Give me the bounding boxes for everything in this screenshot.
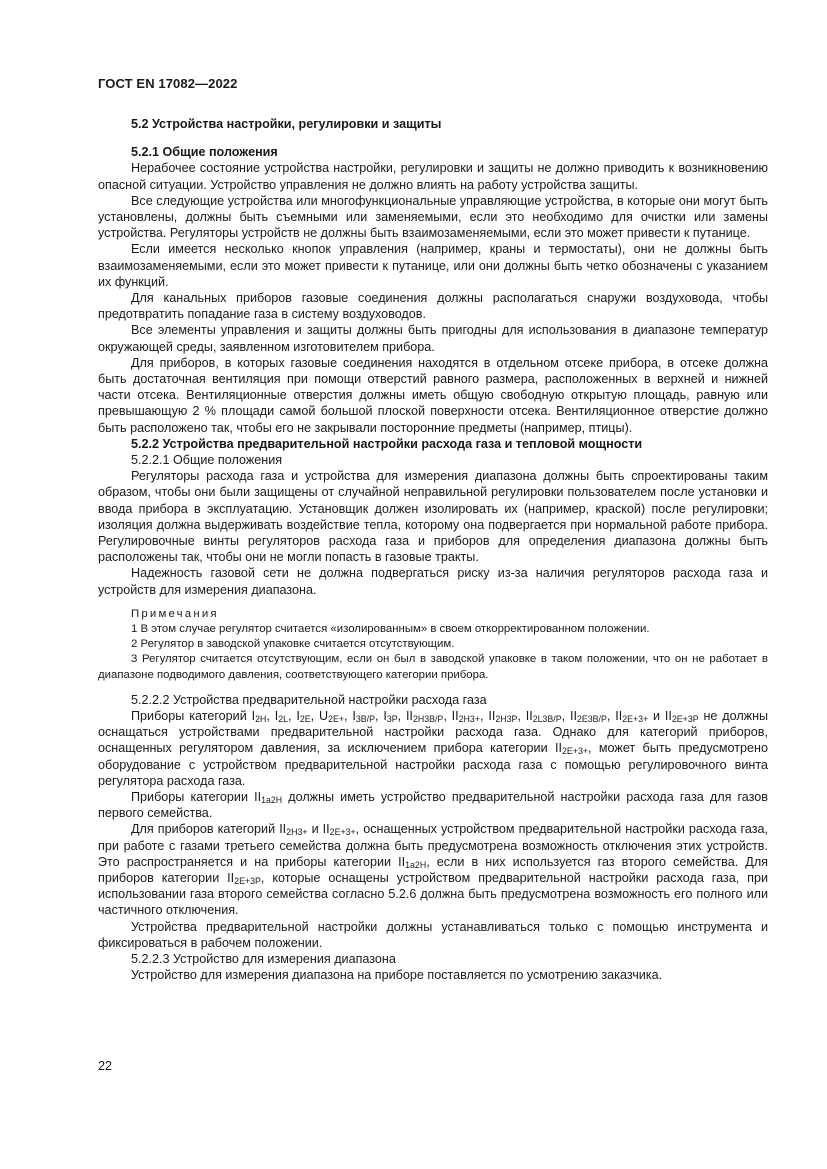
section-5-2-2-3-title: 5.2.2.3 Устройство для измерения диапазона — [131, 951, 396, 966]
paragraph: Если имеется несколько кнопок управления (например, краны и термостаты), они не должны быть взаимозаменяемыми, если это может привести к путанице, или они должны быть четко обозначены с указанием их функций. — [98, 242, 768, 289]
paragraph: Для приборов категорий $II_{2H3+}$ и $II_{2E+3+}$, оснащенных устройством предварительной настройки расхода газа, при работе с газами третьего семейства должна быть предусмотрена возможность отключения этих устройств. Это распространяется и на приборы категории $II_{1a2H}$, если в них используется газ второго семейства. Для приборов категории $II_{2E+3P}$, которые оснащены устройством предварительной настройки расхода газа, при использовании газа второго семейства согласно 5.2.6 должна быть предусмотрена возможность его полного или частичного отключения. — [98, 822, 768, 918]
note-item: 3 Регулятор считается отсутствующим, если он был в заводской упаковке в таком положении, что он не работает в диапазоне подводимого давления, соответствующего категории прибора. — [98, 653, 768, 681]
section-5-2-2-2-title: 5.2.2.2 Устройства предварительной настройки расхода газа — [131, 692, 487, 707]
paragraph: Все следующие устройства или многофункциональные управляющие устройства, в которые они могут быть установлены, должны быть съемными или заменяемыми, если это необходимо для очистки или замены устройства. Регуляторы устройств не должны быть взаимозаменяемыми, если это может привести к путанице. — [98, 193, 768, 241]
paragraph-categories: Приборы категорий $I_{2H}$, $I_{2L}$, $I_{2E}$, $U_{2E+}$, $I_{3B/P}$, $I_{3P}$, $II_{2H3B/P}$, $II_{2H3+}$, $II_{2H3P}$, $II_{2L3B/P}$, $II_{2E3B/P}$, $II_{2E+3+}$ и $II_{2E+3P}$ не должны оснащаться устройствами предварительной настройки расхода газа. Однако для категорий приборов, оснащенных регулятором давления, за исключением прибора категории $II_{2E+3+}$, может быть предусмотрено оборудование с устройством предварительной настройки расхода газа с помощью регулировочного винта регулятора расхода газа. — [98, 708, 769, 788]
paragraph: Приборы категории $II_{1a2H}$ должны иметь устройство предварительной настройки расхода газа для газов первого семейства. — [98, 789, 768, 821]
paragraph: Надежность газовой сети не должна подвергаться риску из-за наличия регуляторов расхода газа и устройств для измерения диапазона. — [98, 566, 768, 597]
document-header: ГОСТ EN 17082—2022 — [98, 76, 238, 91]
paragraph: Регуляторы расхода газа и устройства для измерения диапазона должны быть спроектированы таким образом, чтобы они были защищены от случайной неправильной регулировки пользователем после установки и ввода прибора в эксплуатацию. Установщик должен изолировать их (например, краской) после регулировки; изоляция должна выдерживать воздействие тепла, которому она подвергается при нормальной работе прибора. Регулировочные винты регуляторов расхода газа и приборов для определения диапазона должны быть расположены так, чтобы они не могли попасть в газовые тракты. — [98, 469, 768, 565]
paragraph: Устройства предварительной настройки должны устанавливаться только с помощью инструмента и фиксироваться в рабочем положении. — [98, 919, 768, 950]
section-5-2-2-1-title: 5.2.2.1 Общие положения — [131, 453, 283, 468]
paragraph: Все элементы управления и защиты должны быть пригодны для использования в диапазоне температур окружающей среды, заявленном изготовителем прибора. — [98, 323, 768, 354]
note-item: 2 Регулятор в заводской упаковке считается отсутствующим. — [131, 638, 455, 651]
paragraph: Устройство для измерения диапазона на приборе поставляется по усмотрению заказчика. — [131, 968, 663, 983]
section-5-2-2-title: 5.2.2 Устройства предварительной настройки расхода газа и тепловой мощности — [131, 436, 643, 451]
notes-heading: Примечания — [131, 607, 219, 620]
section-5-2-title: 5.2 Устройства настройки, регулировки и защиты — [131, 117, 442, 131]
paragraph: Для приборов, в которых газовые соединения находятся в отдельном отсеке прибора, в отсеке должна быть достаточная вентиляция при помощи отверстий равного размера, расположенных в верхней и нижней части отсека. Вентиляционные отверстия должны иметь общую свободную открытую площадь, равную или превышающую 2 % площади самой большой плоской поверхности отсека. Вентиляционное отверстие должно быть расположено так, чтобы его не закрывали посторонние предметы (например, птицы). — [98, 355, 768, 435]
section-5-2-1-title: 5.2.1 Общие положения — [131, 145, 278, 160]
paragraph: Нерабочее состояние устройства настройки, регулировки и защиты не должно приводить к возникновению опасной ситуации. Устройство управления не должно влиять на работу устройства защиты. — [98, 161, 768, 192]
document-body — [98, 116, 768, 983]
page-number: 22 — [98, 1059, 113, 1073]
note-item: 1 В этом случае регулятор считается «изолированным» в своем откорректированном положении. — [131, 622, 650, 635]
paragraph: Для канальных приборов газовые соединения должны располагаться снаружи воздуховода, чтобы предотвратить попадание газа в систему воздуховодов. — [98, 291, 768, 322]
